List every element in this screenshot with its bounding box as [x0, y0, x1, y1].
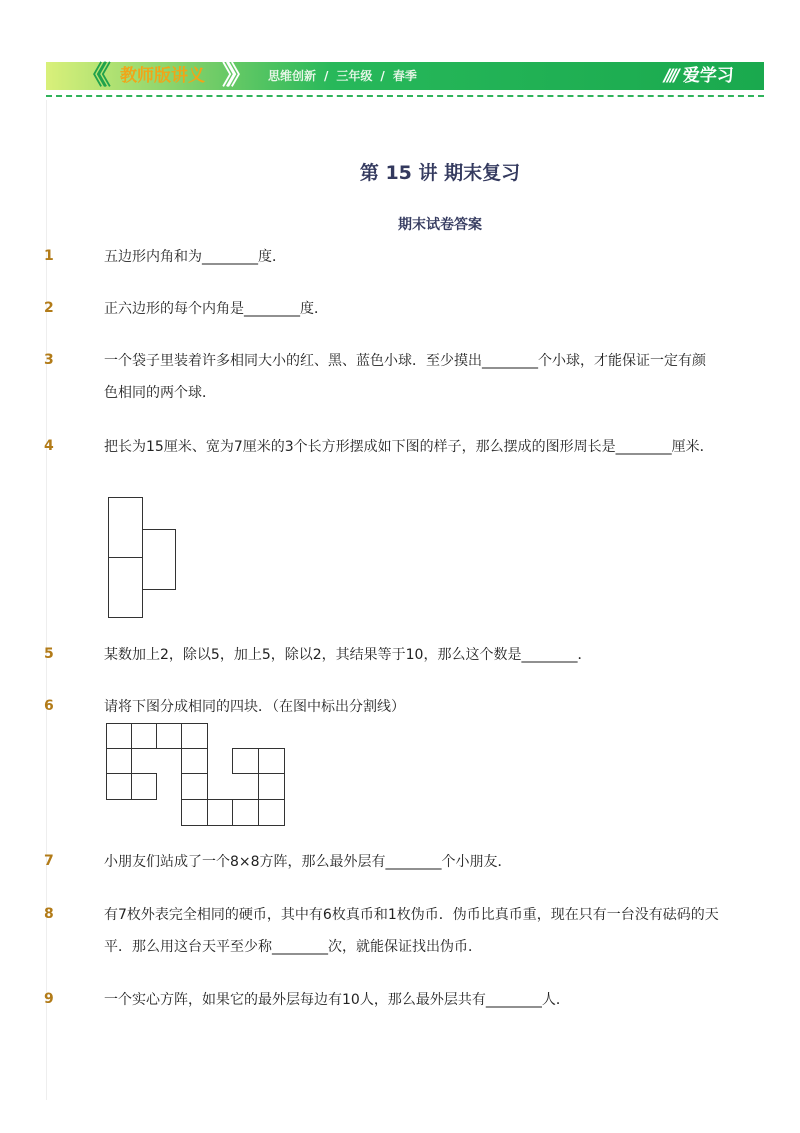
- question-text: 请将下图分成相同的四块．（在图中标出分割线）: [104, 699, 405, 715]
- question-number: 6: [44, 698, 54, 714]
- breadcrumb-item: 思维创新: [268, 69, 317, 83]
- question-text: 五边形内角和为________度．: [104, 249, 286, 265]
- breadcrumb-item: 春季: [392, 69, 417, 83]
- brand-title: 教师版讲义: [120, 66, 205, 86]
- grid-cell: [106, 748, 132, 774]
- grid-cell: [207, 799, 233, 826]
- question-text: 某数加上2，除以5，加上5，除以2，其结果等于10，那么这个数是________．: [104, 647, 592, 663]
- question-number: 2: [44, 300, 54, 316]
- question-number: 8: [44, 906, 54, 922]
- logo: [664, 62, 734, 90]
- grid-cell: [131, 773, 157, 800]
- grid-cell: [181, 773, 208, 800]
- section-title: 期末试卷答案: [398, 217, 482, 233]
- grid-cell: [181, 748, 208, 774]
- grid-cell: [232, 799, 259, 826]
- breadcrumb-separator: /: [380, 69, 385, 83]
- header-divider: [46, 95, 764, 97]
- question-number: 5: [44, 646, 54, 662]
- question-text: 把长为15厘米、宽为7厘米的3个长方形摆成如下图的样子，那么摆成的图形周长是________厘米．: [104, 439, 714, 455]
- chevrons-right-icon: 》》: [222, 61, 246, 91]
- grid-cell: [181, 723, 208, 749]
- question-number: 7: [44, 853, 54, 869]
- grid-cell: [106, 773, 132, 800]
- question-number: 3: [44, 352, 54, 368]
- logo-mark-icon: ////: [664, 66, 677, 86]
- chevrons-left-icon: 《《: [80, 61, 104, 91]
- breadcrumb-item: 三年级: [336, 69, 373, 83]
- grid-cell: [156, 723, 182, 749]
- grid-cell: [232, 748, 259, 774]
- question-text: 正六边形的每个内角是________度．: [104, 301, 328, 317]
- figure-rectangle: [108, 557, 143, 618]
- question-text: 一个袋子里装着许多相同大小的红、黑、蓝色小球．至少摸出________个小球，才能保证一定有颜色相同的两个球．: [104, 353, 706, 401]
- question-number: 1: [44, 248, 54, 264]
- question-number: 9: [44, 991, 54, 1007]
- page-title: 第 15 讲 期末复习: [359, 162, 521, 184]
- question-text: 有7枚外表完全相同的硬币，其中有6枚真币和1枚伪币．伪币比真币重，现在只有一台没有砝码的天平．那么用这台天平至少称________次，就能保证找出伪币．: [104, 907, 719, 955]
- question-text: 一个实心方阵，如果它的最外层每边有10人，那么最外层共有________人．: [104, 992, 570, 1008]
- logo-text: 爱学习: [682, 66, 734, 86]
- grid-cell: [131, 723, 157, 749]
- grid-cell: [181, 799, 208, 826]
- question-number: 4: [44, 438, 54, 454]
- breadcrumb-separator: /: [324, 69, 329, 83]
- breadcrumb: [268, 62, 417, 90]
- grid-cell: [258, 799, 285, 826]
- figure-rectangle: [108, 497, 143, 558]
- grid-cell: [258, 748, 285, 774]
- grid-cell: [258, 773, 285, 800]
- figure-rectangle: [142, 529, 176, 590]
- question-text: 小朋友们站成了一个8×8方阵，那么最外层有________个小朋友．: [104, 854, 512, 870]
- grid-cell: [106, 723, 132, 749]
